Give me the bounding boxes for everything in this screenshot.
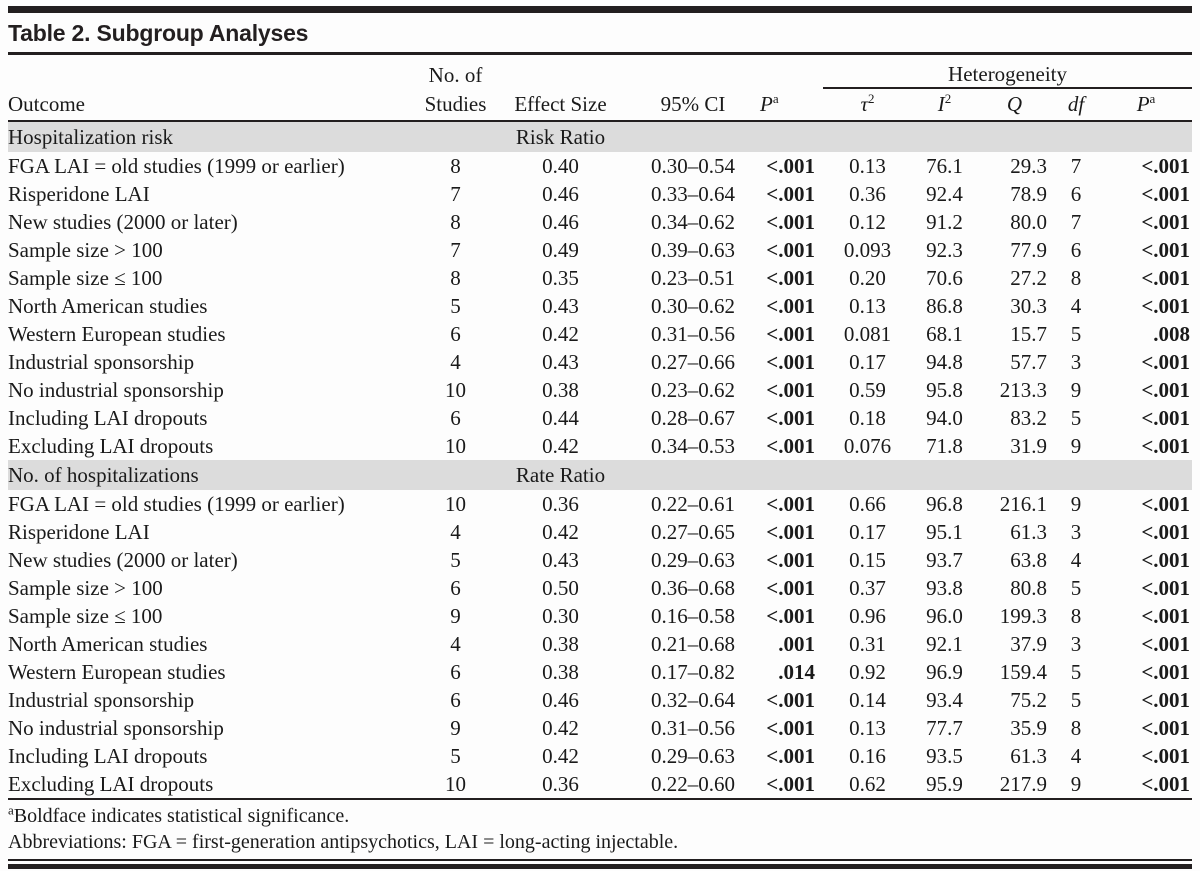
cell-outcome: FGA LAI = old studies (1999 or earlier)	[8, 154, 345, 178]
cell-effect-size: 0.43	[542, 294, 579, 318]
cell-outcome: Western European studies	[8, 322, 226, 346]
cell-q: 159.4	[999, 660, 1047, 684]
cell-ci: 0.30–0.54	[651, 154, 735, 178]
cell-p: <.001	[766, 716, 815, 740]
cell-p: <.001	[766, 406, 815, 430]
cell-no-of-studies: 4	[450, 520, 461, 544]
cell-q: 216.1	[999, 492, 1047, 516]
cell-outcome: Sample size ≤ 100	[8, 604, 163, 628]
table-row	[8, 630, 1192, 658]
cell-p: <.001	[766, 688, 815, 712]
cell-q: 80.0	[1010, 210, 1047, 234]
header-row-top	[8, 55, 1192, 88]
tau-symbol: τ	[860, 92, 869, 116]
footnote	[8, 803, 1192, 829]
column-header-outcome: Outcome	[8, 88, 418, 121]
cell-tau2: 0.14	[849, 688, 886, 712]
cell-i2: 93.5	[926, 744, 963, 768]
cell-effect-size: 0.40	[542, 154, 579, 178]
i-superscript: 2	[944, 91, 952, 106]
cell-p: <.001	[766, 322, 815, 346]
cell-effect-size: 0.43	[542, 548, 579, 572]
table-row	[8, 714, 1192, 742]
section-label: No. of hospitalizations	[8, 460, 493, 490]
cell-q: 30.3	[1010, 294, 1047, 318]
cell-effect-size: 0.36	[542, 772, 579, 796]
cell-df: 8	[1070, 266, 1082, 290]
cell-ci: 0.27–0.65	[651, 520, 735, 544]
cell-q: 37.9	[1010, 632, 1047, 656]
cell-outcome: New studies (2000 or later)	[8, 210, 238, 234]
cell-df: 5	[1070, 322, 1082, 346]
column-header-ci: 95% CI	[628, 88, 758, 121]
cell-ci: 0.34–0.53	[651, 434, 735, 458]
bottom-thin-rule	[8, 859, 1192, 861]
table-row	[8, 348, 1192, 376]
section-band-filler	[628, 121, 1192, 152]
cell-p: <.001	[766, 604, 815, 628]
cell-df: 8	[1070, 716, 1082, 740]
table-row	[8, 376, 1192, 404]
table-row	[8, 574, 1192, 602]
cell-effect-size: 0.42	[542, 744, 579, 768]
cell-effect-size: 0.42	[542, 716, 579, 740]
cell-tau2: 0.62	[849, 772, 886, 796]
table-row	[8, 292, 1192, 320]
footnote-text: Boldface indicates statistical significance.	[13, 805, 350, 827]
cell-ci: 0.16–0.58	[651, 604, 735, 628]
table-row	[8, 152, 1192, 180]
cell-p: <.001	[766, 520, 815, 544]
cell-p-heterogeneity: <.001	[1141, 744, 1191, 768]
cell-df: 6	[1070, 238, 1082, 262]
cell-effect-size: 0.42	[542, 322, 579, 346]
cell-i2: 92.3	[926, 238, 963, 262]
table-row	[8, 770, 1192, 798]
cell-tau2: 0.16	[849, 744, 886, 768]
cell-outcome: North American studies	[8, 294, 208, 318]
table-row	[8, 432, 1192, 460]
cell-tau2: 0.17	[849, 520, 886, 544]
table-title: Table 2. Subgroup Analyses	[8, 20, 309, 46]
section-band	[8, 460, 1192, 490]
cell-p: <.001	[766, 378, 815, 402]
cell-i2: 91.2	[926, 210, 963, 234]
cell-p: <.001	[766, 548, 815, 572]
cell-q: 213.3	[999, 378, 1047, 402]
cell-ci: 0.29–0.63	[651, 548, 735, 572]
cell-outcome: Industrial sponsorship	[8, 688, 195, 712]
cell-ci: 0.23–0.62	[651, 378, 735, 402]
cell-p-heterogeneity: .008	[1153, 322, 1191, 346]
cell-i2: 95.9	[926, 772, 963, 796]
cell-p: .014	[778, 660, 815, 684]
cell-no-of-studies: 7	[450, 238, 461, 262]
cell-effect-size: 0.44	[542, 406, 579, 430]
header-spacer	[493, 55, 628, 88]
cell-effect-size: 0.30	[542, 604, 579, 628]
cell-p-heterogeneity: <.001	[1141, 716, 1191, 740]
cell-ci: 0.30–0.62	[651, 294, 735, 318]
cell-p-heterogeneity: <.001	[1141, 576, 1191, 600]
table-row	[8, 404, 1192, 432]
cell-i2: 93.8	[926, 576, 963, 600]
cell-df: 9	[1070, 378, 1082, 402]
cell-i2: 93.7	[926, 548, 963, 572]
cell-effect-size: 0.42	[542, 520, 579, 544]
cell-no-of-studies: 4	[450, 350, 461, 374]
column-header-no-of-line2: Studies	[418, 88, 493, 121]
p-symbol: P	[760, 92, 773, 116]
cell-df: 4	[1070, 744, 1082, 768]
cell-tau2: 0.96	[849, 604, 886, 628]
cell-outcome: Industrial sponsorship	[8, 350, 195, 374]
cell-q: 61.3	[1010, 744, 1047, 768]
cell-i2: 92.1	[926, 632, 963, 656]
cell-p: <.001	[766, 154, 815, 178]
cell-i2: 86.8	[926, 294, 963, 318]
cell-no-of-studies: 6	[450, 322, 461, 346]
cell-i2: 96.8	[926, 492, 963, 516]
cell-i2: 77.7	[926, 716, 963, 740]
cell-no-of-studies: 7	[450, 182, 461, 206]
cell-q: 15.7	[1010, 322, 1047, 346]
cell-i2: 71.8	[926, 434, 963, 458]
cell-df: 4	[1070, 294, 1082, 318]
cell-tau2: 0.18	[849, 406, 886, 430]
effect-type-label: Rate Ratio	[493, 460, 628, 490]
cell-p: <.001	[766, 492, 815, 516]
table-row	[8, 236, 1192, 264]
cell-no-of-studies: 6	[450, 660, 461, 684]
cell-tau2: 0.13	[849, 716, 886, 740]
q-symbol: Q	[1006, 92, 1023, 116]
column-header-p	[758, 88, 823, 121]
cell-effect-size: 0.50	[542, 576, 579, 600]
cell-outcome: No industrial sponsorship	[8, 716, 224, 740]
section-label: Hospitalization risk	[8, 121, 493, 152]
footnote-text: Abbreviations: FGA = first-generation antipsychotics, LAI = long-acting injectable.	[8, 831, 679, 853]
cell-p: <.001	[766, 350, 815, 374]
cell-i2: 93.4	[926, 688, 963, 712]
cell-i2: 94.8	[926, 350, 963, 374]
cell-outcome: Including LAI dropouts	[8, 406, 208, 430]
cell-df: 3	[1070, 350, 1082, 374]
cell-effect-size: 0.46	[542, 688, 579, 712]
cell-outcome: No industrial sponsorship	[8, 378, 224, 402]
cell-ci: 0.28–0.67	[651, 406, 735, 430]
cell-p-heterogeneity: <.001	[1141, 154, 1191, 178]
cell-ci: 0.22–0.61	[651, 492, 735, 516]
cell-no-of-studies: 9	[450, 604, 461, 628]
cell-ci: 0.32–0.64	[651, 688, 735, 712]
cell-q: 199.3	[999, 604, 1047, 628]
cell-p: <.001	[766, 294, 815, 318]
cell-tau2: 0.36	[849, 182, 886, 206]
cell-p-heterogeneity: <.001	[1141, 266, 1191, 290]
cell-effect-size: 0.46	[542, 210, 579, 234]
cell-effect-size: 0.42	[542, 434, 579, 458]
table-body	[8, 121, 1192, 798]
cell-p-heterogeneity: <.001	[1141, 604, 1191, 628]
cell-p-heterogeneity: <.001	[1141, 772, 1191, 796]
cell-i2: 96.0	[926, 604, 963, 628]
cell-df: 9	[1070, 434, 1082, 458]
table-row	[8, 264, 1192, 292]
cell-p: <.001	[766, 266, 815, 290]
table-row	[8, 320, 1192, 348]
cell-p: <.001	[766, 210, 815, 234]
cell-tau2: 0.59	[849, 378, 886, 402]
cell-p: <.001	[766, 772, 815, 796]
cell-tau2: 0.17	[849, 350, 886, 374]
table-row	[8, 546, 1192, 574]
cell-no-of-studies: 10	[445, 378, 466, 402]
cell-df: 8	[1070, 604, 1082, 628]
cell-tau2: 0.13	[849, 154, 886, 178]
cell-df: 5	[1070, 406, 1082, 430]
cell-ci: 0.22–0.60	[651, 772, 735, 796]
cell-no-of-studies: 8	[450, 154, 461, 178]
header-row-bottom	[8, 88, 1192, 121]
cell-effect-size: 0.38	[542, 660, 579, 684]
cell-ci: 0.31–0.56	[651, 322, 735, 346]
header-spacer	[8, 55, 418, 88]
cell-ci: 0.29–0.63	[651, 744, 735, 768]
cell-effect-size: 0.49	[542, 238, 579, 262]
effect-type-label: Risk Ratio	[493, 121, 628, 152]
cell-ci: 0.17–0.82	[651, 660, 735, 684]
cell-q: 83.2	[1010, 406, 1047, 430]
cell-tau2: 0.093	[843, 238, 892, 262]
cell-q: 61.3	[1010, 520, 1047, 544]
cell-no-of-studies: 5	[450, 548, 461, 572]
cell-outcome: Excluding LAI dropouts	[8, 772, 214, 796]
cell-i2: 95.1	[926, 520, 963, 544]
cell-q: 217.9	[999, 772, 1047, 796]
cell-i2: 95.8	[926, 378, 963, 402]
cell-q: 75.2	[1010, 688, 1047, 712]
cell-p: <.001	[766, 238, 815, 262]
cell-outcome: North American studies	[8, 632, 208, 656]
cell-p-heterogeneity: <.001	[1141, 210, 1191, 234]
cell-no-of-studies: 6	[450, 688, 461, 712]
cell-ci: 0.21–0.68	[651, 632, 735, 656]
cell-no-of-studies: 10	[445, 492, 466, 516]
cell-tau2: 0.31	[849, 632, 886, 656]
p-superscript: a	[1149, 91, 1156, 106]
cell-tau2: 0.37	[849, 576, 886, 600]
cell-tau2: 0.15	[849, 548, 886, 572]
cell-df: 9	[1070, 772, 1082, 796]
cell-p: <.001	[766, 576, 815, 600]
cell-i2: 96.9	[926, 660, 963, 684]
cell-no-of-studies: 8	[450, 266, 461, 290]
footnotes	[8, 800, 1192, 855]
cell-outcome: Western European studies	[8, 660, 226, 684]
cell-p-heterogeneity: <.001	[1141, 688, 1191, 712]
cell-i2: 94.0	[926, 406, 963, 430]
cell-q: 35.9	[1010, 716, 1047, 740]
cell-effect-size: 0.35	[542, 266, 579, 290]
cell-tau2: 0.13	[849, 294, 886, 318]
cell-df: 3	[1070, 632, 1082, 656]
cell-outcome: New studies (2000 or later)	[8, 548, 238, 572]
cell-no-of-studies: 5	[450, 744, 461, 768]
cell-p-heterogeneity: <.001	[1141, 632, 1191, 656]
tau-superscript: 2	[868, 91, 875, 106]
cell-p-heterogeneity: <.001	[1141, 406, 1191, 430]
cell-outcome: Including LAI dropouts	[8, 744, 208, 768]
subgroup-analyses-table	[8, 55, 1192, 798]
cell-df: 3	[1070, 520, 1082, 544]
column-header-q	[977, 88, 1052, 121]
column-header-effect-size: Effect Size	[493, 88, 628, 121]
cell-i2: 92.4	[926, 182, 963, 206]
cell-no-of-studies: 10	[445, 434, 466, 458]
cell-outcome: Sample size > 100	[8, 238, 163, 262]
cell-no-of-studies: 10	[445, 772, 466, 796]
cell-p-heterogeneity: <.001	[1141, 294, 1191, 318]
column-header-df	[1052, 88, 1100, 121]
table-row	[8, 518, 1192, 546]
table-row	[8, 208, 1192, 236]
cell-p-heterogeneity: <.001	[1141, 520, 1191, 544]
cell-outcome: Risperidone LAI	[8, 520, 150, 544]
cell-df: 4	[1070, 548, 1082, 572]
cell-outcome: Sample size ≤ 100	[8, 266, 163, 290]
cell-tau2: 0.66	[849, 492, 886, 516]
p-symbol: P	[1136, 92, 1150, 116]
cell-q: 29.3	[1010, 154, 1047, 178]
table-row	[8, 602, 1192, 630]
cell-p-heterogeneity: <.001	[1141, 238, 1191, 262]
table-row	[8, 490, 1192, 518]
cell-p-heterogeneity: <.001	[1141, 350, 1191, 374]
heterogeneity-spanner: Heterogeneity	[823, 55, 1192, 88]
cell-i2: 76.1	[926, 154, 963, 178]
i-symbol: I	[937, 92, 945, 116]
cell-q: 63.8	[1010, 548, 1047, 572]
footnote-marker: a	[8, 802, 14, 818]
cell-effect-size: 0.43	[542, 350, 579, 374]
cell-q: 77.9	[1010, 238, 1047, 262]
cell-df: 5	[1070, 660, 1082, 684]
cell-p: <.001	[766, 182, 815, 206]
cell-effect-size: 0.36	[542, 492, 579, 516]
table-row	[8, 658, 1192, 686]
cell-df: 5	[1070, 688, 1082, 712]
header-spacer	[628, 55, 758, 88]
cell-i2: 70.6	[926, 266, 963, 290]
cell-ci: 0.33–0.64	[651, 182, 735, 206]
cell-no-of-studies: 6	[450, 406, 461, 430]
cell-tau2: 0.92	[849, 660, 886, 684]
p-superscript: a	[772, 91, 779, 106]
cell-outcome: Risperidone LAI	[8, 182, 150, 206]
section-band-filler	[628, 460, 1192, 490]
cell-p-heterogeneity: <.001	[1141, 548, 1191, 572]
cell-q: 80.8	[1010, 576, 1047, 600]
cell-ci: 0.39–0.63	[651, 238, 735, 262]
cell-p-heterogeneity: <.001	[1141, 378, 1191, 402]
footnote	[8, 829, 1192, 855]
table-row	[8, 686, 1192, 714]
cell-q: 27.2	[1010, 266, 1047, 290]
cell-outcome: Excluding LAI dropouts	[8, 434, 214, 458]
cell-ci: 0.27–0.66	[651, 350, 735, 374]
cell-df: 7	[1070, 154, 1082, 178]
cell-outcome: Sample size > 100	[8, 576, 163, 600]
cell-no-of-studies: 9	[450, 716, 461, 740]
cell-p: <.001	[766, 434, 815, 458]
cell-p: .001	[778, 632, 815, 656]
df-symbol: df	[1067, 92, 1085, 116]
cell-p-heterogeneity: <.001	[1141, 182, 1191, 206]
cell-ci: 0.36–0.68	[651, 576, 735, 600]
cell-tau2: 0.20	[849, 266, 886, 290]
cell-ci: 0.23–0.51	[651, 266, 735, 290]
column-header-tau2	[823, 88, 912, 121]
section-band	[8, 121, 1192, 152]
cell-outcome: FGA LAI = old studies (1999 or earlier)	[8, 492, 345, 516]
cell-no-of-studies: 4	[450, 632, 461, 656]
cell-p-heterogeneity: <.001	[1141, 492, 1191, 516]
cell-p-heterogeneity: <.001	[1141, 434, 1191, 458]
cell-p-heterogeneity: <.001	[1141, 660, 1191, 684]
cell-i2: 68.1	[926, 322, 963, 346]
cell-effect-size: 0.46	[542, 182, 579, 206]
cell-df: 9	[1070, 492, 1082, 516]
cell-ci: 0.34–0.62	[651, 210, 735, 234]
cell-q: 78.9	[1010, 182, 1047, 206]
table-row	[8, 180, 1192, 208]
cell-df: 7	[1070, 210, 1082, 234]
cell-no-of-studies: 5	[450, 294, 461, 318]
cell-p: <.001	[766, 744, 815, 768]
cell-tau2: 0.12	[849, 210, 886, 234]
cell-no-of-studies: 8	[450, 210, 461, 234]
cell-tau2: 0.076	[843, 434, 892, 458]
cell-df: 5	[1070, 576, 1082, 600]
cell-effect-size: 0.38	[542, 378, 579, 402]
column-header-p-heterogeneity	[1100, 88, 1192, 121]
cell-no-of-studies: 6	[450, 576, 461, 600]
cell-effect-size: 0.38	[542, 632, 579, 656]
header-spacer	[758, 55, 823, 88]
table-top-rule	[8, 6, 1192, 13]
cell-ci: 0.31–0.56	[651, 716, 735, 740]
table-row	[8, 742, 1192, 770]
table-bottom-rule	[8, 864, 1192, 869]
cell-df: 6	[1070, 182, 1082, 206]
cell-tau2: 0.081	[843, 322, 892, 346]
column-header-i2	[912, 88, 977, 121]
cell-q: 57.7	[1010, 350, 1047, 374]
column-header-no-of-line1: No. of	[428, 63, 483, 87]
cell-q: 31.9	[1010, 434, 1047, 458]
